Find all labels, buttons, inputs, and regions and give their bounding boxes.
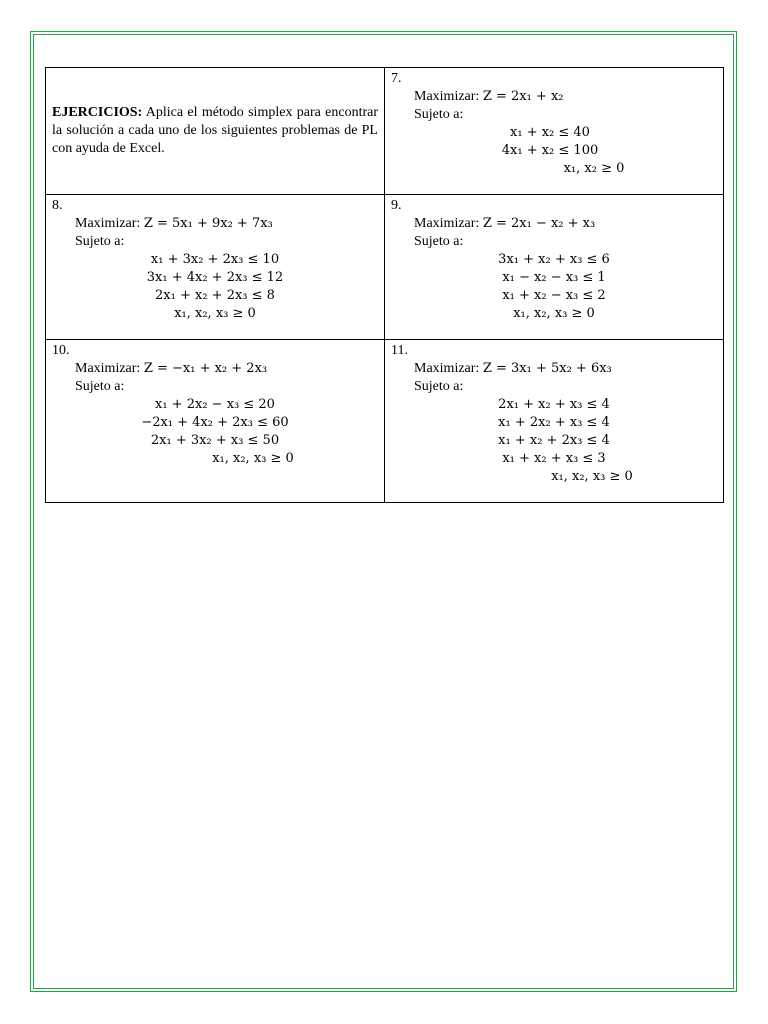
constraint: −2x₁ + 4x₂ + 2x₃ ≤ 60 [141,415,289,430]
subject-label: Sujeto a: [414,107,464,122]
problem-10 [46,340,385,503]
intro-label: EJERCICIOS: [52,105,143,120]
problem-7 [385,68,724,195]
objective-function: Z = 3x₁ + 5x₂ + 6x₃ [482,361,612,376]
maximize-label: Maximizar: [75,361,144,376]
constraint: x₁ − x₂ − x₃ ≤ 1 [502,270,606,285]
objective-function: Z = 2x₁ − x₂ + x₃ [482,216,596,231]
objective-function: Z = 5x₁ + 9x₂ + 7x₃ [143,216,273,231]
intro-text: Aplica el método simplex para encontrar la solución a cada uno de los siguientes problemas de PL con ayuda de Excel. [52,105,378,156]
maximize-label: Maximizar: [75,216,144,231]
problem-8 [46,195,385,340]
constraint: x₁ + 2x₂ − x₃ ≤ 20 [155,397,275,412]
constraint: x₁ + x₂ + 2x₃ ≤ 4 [498,433,610,448]
constraint: x₁ + 2x₂ + x₃ ≤ 4 [498,415,610,430]
constraint: x₁ + x₂ ≤ 40 [510,125,590,140]
problem-11 [385,340,724,503]
constraint: 2x₁ + 3x₂ + x₃ ≤ 50 [150,433,280,448]
problem-number: 8. [52,198,63,213]
constraint: x₁ + 3x₂ + 2x₃ ≤ 10 [150,252,280,267]
constraint: x₁, x₂, x₃ ≥ 0 [174,306,256,321]
subject-label: Sujeto a: [75,234,125,249]
constraint: 2x₁ + x₂ + 2x₃ ≤ 8 [155,288,275,303]
maximize-label: Maximizar: [414,361,483,376]
constraint: 3x₁ + 4x₂ + 2x₃ ≤ 12 [146,270,284,285]
problem-number: 11. [391,343,408,358]
constraint: 2x₁ + x₂ + x₃ ≤ 4 [498,397,610,412]
objective-function: Z = 2x₁ + x₂ [482,89,564,104]
constraint: x₁, x₂, x₃ ≥ 0 [212,451,294,466]
maximize-label: Maximizar: [414,89,483,104]
constraint: x₁, x₂ ≥ 0 [563,161,625,176]
constraint: 3x₁ + x₂ + x₃ ≤ 6 [498,252,610,267]
constraint: x₁ + x₂ + x₃ ≤ 3 [502,451,606,466]
constraint: x₁, x₂, x₃ ≥ 0 [513,306,595,321]
problem-number: 9. [391,198,402,213]
intro-cell [46,68,385,195]
constraint: 4x₁ + x₂ ≤ 100 [501,143,599,158]
constraint: x₁ + x₂ − x₃ ≤ 2 [502,288,606,303]
subject-label: Sujeto a: [414,234,464,249]
objective-function: Z = −x₁ + x₂ + 2x₃ [143,361,268,376]
maximize-label: Maximizar: [414,216,483,231]
subject-label: Sujeto a: [75,379,125,394]
exercise-table [45,67,724,503]
problem-9 [385,195,724,340]
constraint: x₁, x₂, x₃ ≥ 0 [551,469,633,484]
subject-label: Sujeto a: [414,379,464,394]
problem-number: 7. [391,71,402,86]
problem-number: 10. [52,343,70,358]
